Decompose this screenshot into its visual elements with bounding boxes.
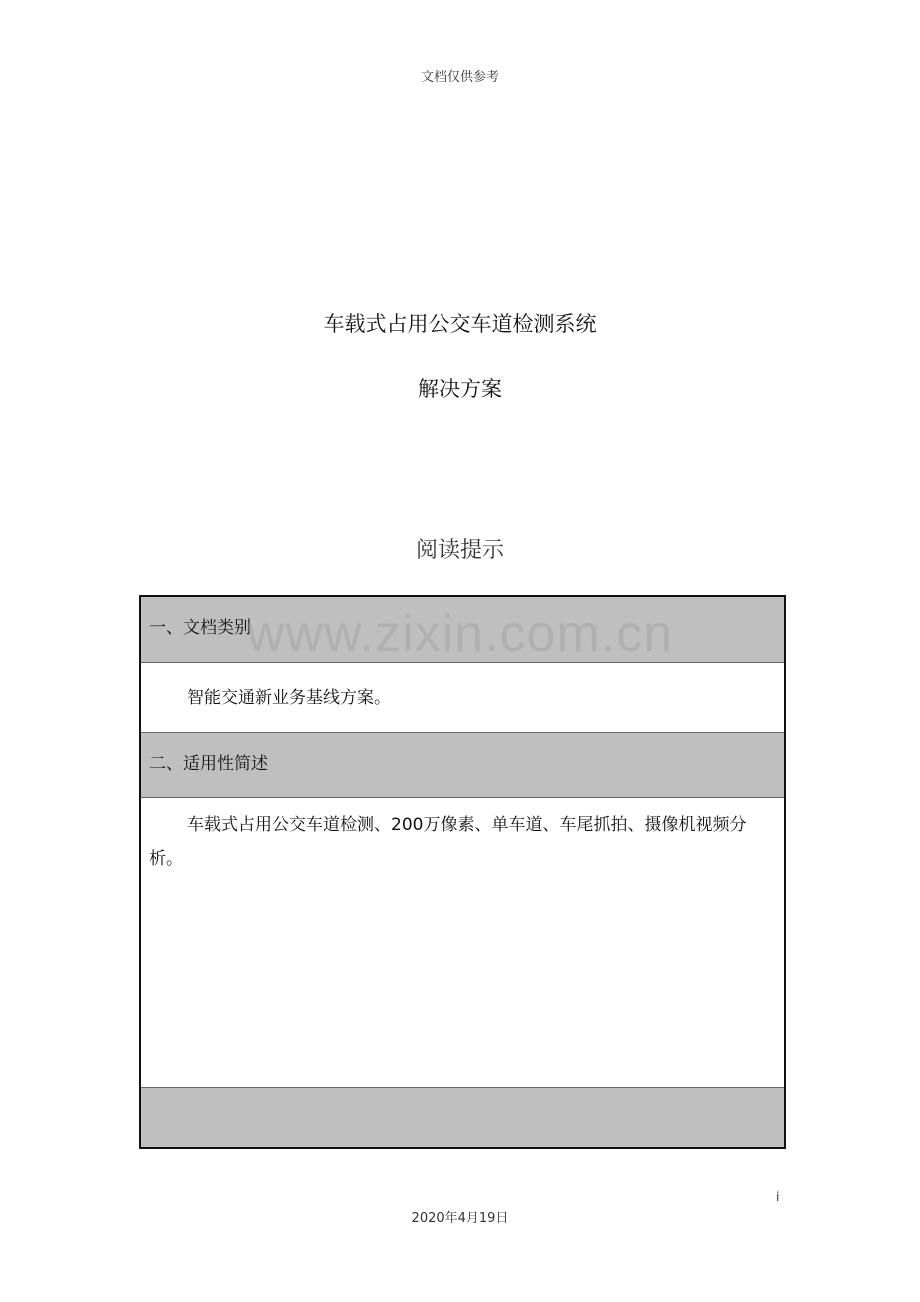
section-1-body: 智能交通新业务基线方案。 bbox=[187, 688, 391, 708]
section-1-body-row bbox=[141, 663, 784, 733]
document-title: 车载式占用公交车道检测系统 bbox=[323, 312, 597, 336]
header-note: 文档仅供参考 bbox=[420, 70, 499, 85]
section-2-body: 车载式占用公交车道检测、200万像素、单车道、车尾抓拍、摄像机视频分析。 bbox=[149, 815, 747, 869]
table-footer-row bbox=[141, 1088, 784, 1147]
section-2-body-row bbox=[141, 798, 784, 1088]
section-2-header-row bbox=[141, 733, 784, 798]
section-1-heading: 一、文档类别 bbox=[149, 618, 251, 638]
document-info-table bbox=[139, 595, 786, 1149]
section-1-header-row bbox=[141, 597, 784, 663]
watermark: www.zixin.com.cn bbox=[246, 605, 674, 663]
page-number: i bbox=[776, 1190, 780, 1204]
reading-tip-heading: 阅读提示 bbox=[415, 538, 504, 563]
section-2-heading: 二、适用性简述 bbox=[149, 754, 268, 774]
footer-date: 2020年4月19日 bbox=[411, 1211, 509, 1226]
document-subtitle: 解决方案 bbox=[418, 377, 502, 401]
